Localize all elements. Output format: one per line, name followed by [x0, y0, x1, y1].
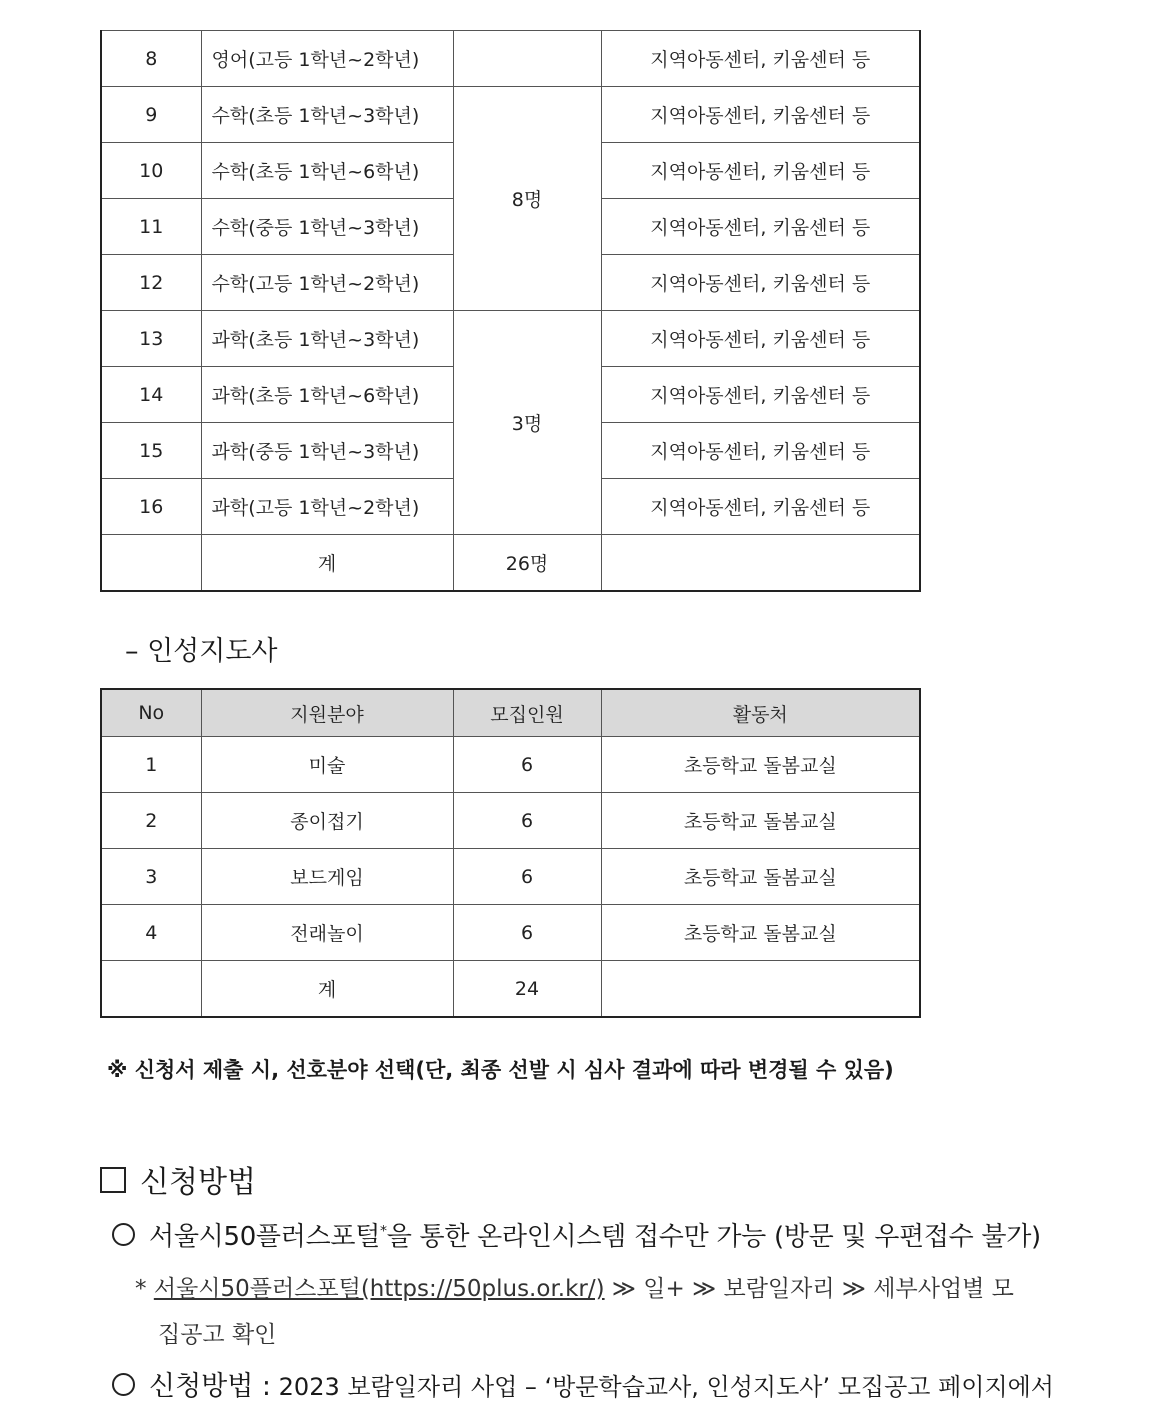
header-no: No: [101, 689, 201, 737]
subject-field: 과학(초등 1학년~6학년): [201, 367, 453, 423]
row-number: 3: [101, 849, 201, 905]
subject-field: 수학(초등 1학년~6학년): [201, 143, 453, 199]
table-row: [101, 31, 920, 87]
table-row: [101, 87, 920, 143]
total-empty: [101, 535, 201, 592]
recruit-count: 6: [453, 905, 601, 961]
method-line: [112, 1364, 1054, 1403]
row-number: 12: [101, 255, 201, 311]
activity-place: 지역아동센터, 키움센터 등: [601, 87, 920, 143]
character-teacher-table: [100, 688, 921, 1018]
section-title: 신청방법: [140, 1165, 256, 1200]
total-count: 24: [453, 961, 601, 1018]
character-teacher-heading: – 인성지도사: [125, 636, 278, 667]
row-number: 10: [101, 143, 201, 199]
activity-place: 초등학교 돌봄교실: [601, 905, 920, 961]
header-count: 모집인원: [453, 689, 601, 737]
subject-field: 과학(초등 1학년~3학년): [201, 311, 453, 367]
section-heading: [100, 1157, 256, 1201]
preference-note: ※ 신청서 제출 시, 선호분야 선택(단, 최종 선발 시 심사 결과에 따라 변경될 수 있음): [107, 1058, 894, 1082]
row-number: 1: [101, 737, 201, 793]
activity-place: 초등학교 돌봄교실: [601, 793, 920, 849]
portal-link[interactable]: 서울시50플러스포털(https://50plus.or.kr/): [153, 1276, 605, 1302]
portal-text-before: 서울시50플러스포털: [149, 1222, 381, 1252]
support-field: 전래놀이: [201, 905, 453, 961]
recruit-count: 6: [453, 849, 601, 905]
portal-link-line: [135, 1270, 1014, 1303]
header-place: 활동처: [601, 689, 920, 737]
subject-field: 수학(중등 1학년~3학년): [201, 199, 453, 255]
row-number: 4: [101, 905, 201, 961]
portal-link-continuation: 집공고 확인: [158, 1322, 277, 1348]
support-field: 미술: [201, 737, 453, 793]
total-label: 계: [201, 961, 453, 1018]
square-bullet-icon: [100, 1167, 126, 1193]
footnote-marker: *: [380, 1223, 387, 1240]
recruit-count-empty: [453, 31, 601, 87]
activity-place: 초등학교 돌봄교실: [601, 849, 920, 905]
support-field: 종이접기: [201, 793, 453, 849]
math-recruit-count: 8명: [453, 87, 601, 311]
portal-nav-path: ≫ 일+ ≫ 보람일자리 ≫ 세부사업별 모: [611, 1276, 1014, 1302]
row-number: 15: [101, 423, 201, 479]
subject-field: 수학(고등 1학년~2학년): [201, 255, 453, 311]
activity-place: 지역아동센터, 키움센터 등: [601, 199, 920, 255]
table-row: [101, 737, 920, 793]
circle-bullet-icon: [112, 1223, 135, 1246]
row-number: 13: [101, 311, 201, 367]
total-empty-place: [601, 535, 920, 592]
row-number: 8: [101, 31, 201, 87]
total-label: 계: [201, 535, 453, 592]
row-number: 16: [101, 479, 201, 535]
row-number: 14: [101, 367, 201, 423]
activity-place: 초등학교 돌봄교실: [601, 737, 920, 793]
method-label: 신청방법 :: [149, 1371, 272, 1402]
table-row: [101, 905, 920, 961]
activity-place: 지역아동센터, 키움센터 등: [601, 143, 920, 199]
total-count: 26명: [453, 535, 601, 592]
total-row: [101, 961, 920, 1018]
subject-field: 과학(고등 1학년~2학년): [201, 479, 453, 535]
activity-place: 지역아동센터, 키움센터 등: [601, 31, 920, 87]
row-number: 2: [101, 793, 201, 849]
subject-field: 수학(초등 1학년~3학년): [201, 87, 453, 143]
circle-bullet-icon: [112, 1373, 135, 1396]
row-number: 11: [101, 199, 201, 255]
activity-place: 지역아동센터, 키움센터 등: [601, 423, 920, 479]
portal-application-line: [112, 1216, 1041, 1253]
recruit-count: 6: [453, 737, 601, 793]
total-row: [101, 535, 920, 592]
table-row: [101, 849, 920, 905]
activity-place: 지역아동센터, 키움센터 등: [601, 479, 920, 535]
total-empty: [101, 961, 201, 1018]
table-row: [101, 311, 920, 367]
footnote-star: *: [135, 1276, 147, 1302]
support-field: 보드게임: [201, 849, 453, 905]
row-number: 9: [101, 87, 201, 143]
activity-place: 지역아동센터, 키움센터 등: [601, 367, 920, 423]
method-text: 2023 보람일자리 사업 – ‘방문학습교사, 인성지도사’ 모집공고 페이지에서: [278, 1373, 1054, 1401]
subject-field: 영어(고등 1학년~2학년): [201, 31, 453, 87]
science-recruit-count: 3명: [453, 311, 601, 535]
subject-field: 과학(중등 1학년~3학년): [201, 423, 453, 479]
teacher-recruitment-table: [100, 30, 921, 592]
table-header-row: [101, 689, 920, 737]
total-empty-place: [601, 961, 920, 1018]
recruit-count: 6: [453, 793, 601, 849]
activity-place: 지역아동센터, 키움센터 등: [601, 311, 920, 367]
table-row: [101, 793, 920, 849]
portal-text-after: 을 통한 온라인시스템 접수만 가능 (방문 및 우편접수 불가): [386, 1222, 1041, 1252]
header-field: 지원분야: [201, 689, 453, 737]
activity-place: 지역아동센터, 키움센터 등: [601, 255, 920, 311]
